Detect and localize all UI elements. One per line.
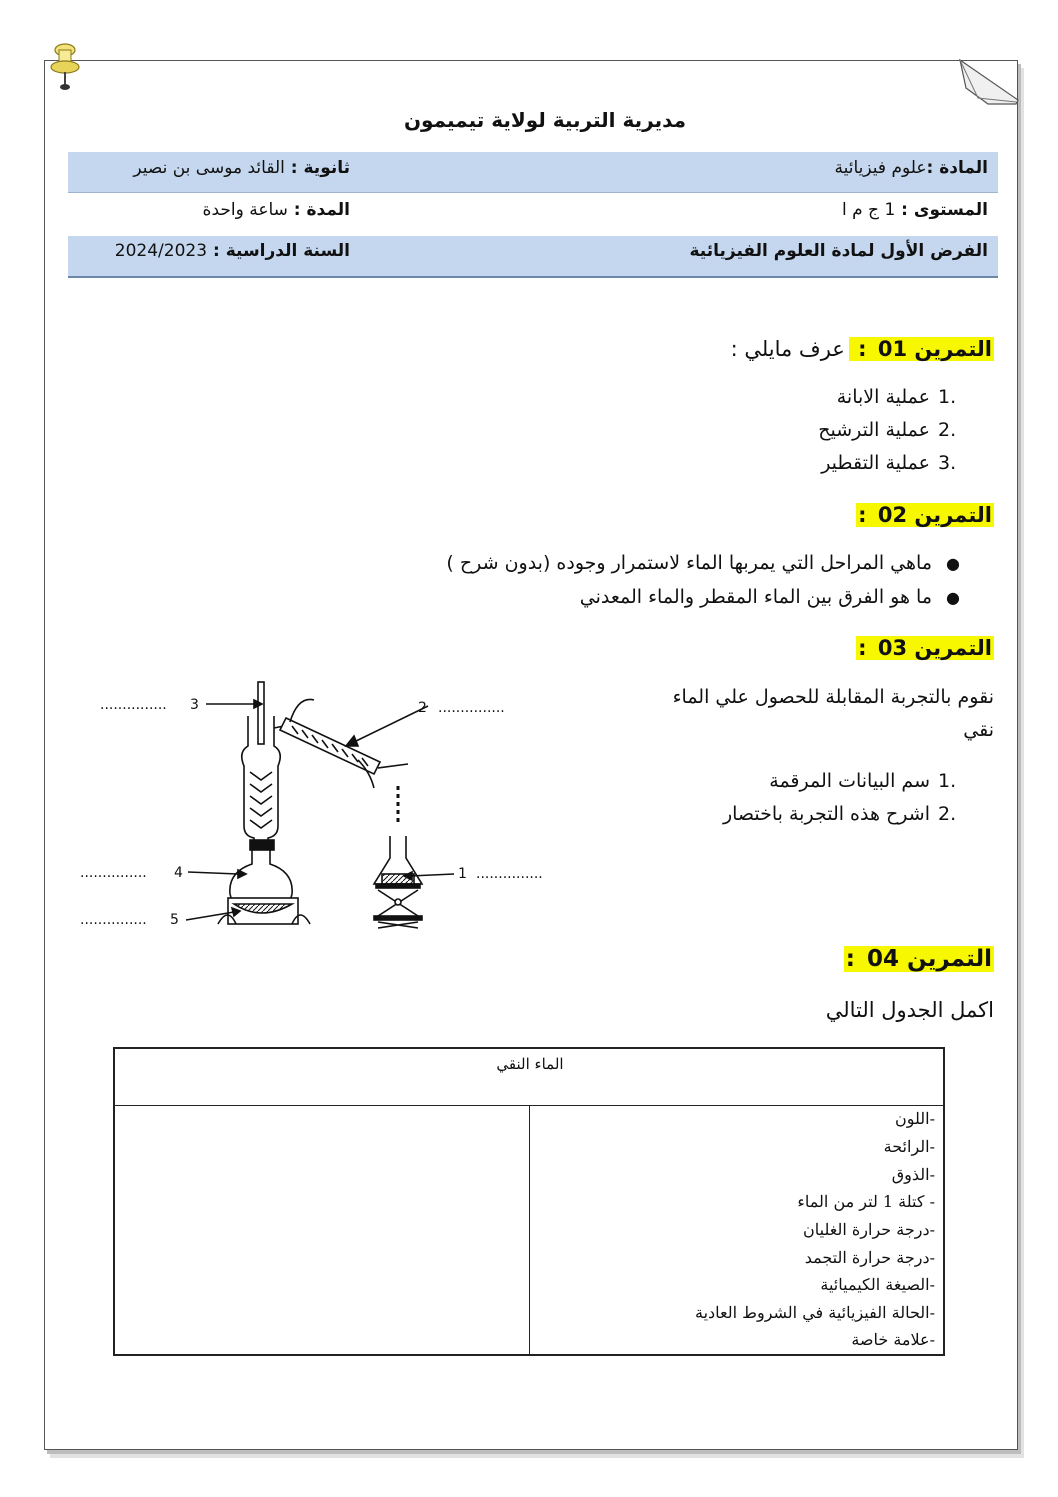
level-field	[842, 200, 988, 220]
table-row: -علامة خاصة	[851, 1330, 935, 1349]
bullet-icon: ●	[946, 554, 960, 573]
exercise-3-label: التمرين 03	[877, 636, 992, 660]
list-item: .3عملية التقطير	[821, 452, 957, 474]
diagram-blank-5: ...............	[80, 912, 147, 928]
year-field	[115, 241, 350, 261]
list-item: ●ماهي المراحل التي يمربها الماء لاستمرار وجوده (بدون شرح )	[446, 552, 964, 574]
diagram-blank-1: ...............	[476, 866, 543, 882]
exam-title: الفرض الأول لمادة العلوم الفيزيائية	[689, 241, 988, 261]
exercise-1-heading: التمرين 01 : عرف مايلي :	[730, 337, 992, 361]
diagram-blank-2: ...............	[438, 700, 505, 716]
table-header-row	[115, 1049, 943, 1106]
exercise-4-label: التمرين 04	[867, 946, 992, 972]
school-value: القائد موسى بن نصير	[133, 158, 285, 178]
table-row: -الحالة الفيزيائية في الشروط العادية	[695, 1303, 935, 1322]
exercise-2-heading: التمرين 02 :	[858, 503, 992, 527]
list-item: .2عملية الترشيح	[818, 419, 957, 441]
table-row: - كتلة 1 لتر من الماء	[797, 1192, 935, 1211]
diagram-blank-4: ...............	[80, 865, 147, 881]
diagram-label-5: 5	[170, 912, 179, 928]
list-item: .1عملية الابانة	[836, 386, 957, 408]
table-row: -الذوق	[891, 1165, 935, 1184]
subject-value: علوم فيزيائية	[834, 158, 927, 178]
table-header: الماء النقي	[496, 1055, 564, 1073]
level-label: المستوى :	[895, 200, 988, 220]
push-pin-icon	[44, 40, 86, 92]
diagram-label-1: 1	[458, 866, 467, 882]
table-column-divider	[529, 1105, 530, 1356]
table-row: -درجة حرارة الغليان	[803, 1220, 935, 1239]
subject-field	[835, 158, 988, 178]
bullet-icon: ●	[946, 588, 960, 607]
exercise-3-text-line-1: نقوم بالتجربة المقابلة للحصول علي الماء	[672, 686, 994, 708]
table-row: -اللون	[894, 1109, 935, 1128]
properties-table	[113, 1047, 945, 1356]
list-item: .2اشرح هذه التجربة باختصار	[722, 803, 957, 825]
distillation-diagram	[78, 676, 568, 936]
exercise-2-label: التمرين 02	[877, 503, 992, 527]
level-value: 1 ج م ا	[842, 200, 896, 220]
year-value: 2024/2023	[114, 241, 208, 261]
school-label: ثانوية :	[284, 158, 350, 178]
table-row: -الرائحة	[883, 1137, 935, 1156]
diagram-label-2: 2	[418, 700, 427, 716]
duration-field	[203, 200, 350, 220]
exercise-3-heading: التمرين 03 :	[858, 636, 992, 660]
duration-value: ساعة واحدة	[202, 200, 288, 220]
year-label: السنة الدراسية :	[207, 241, 350, 261]
list-item: .1سم البيانات المرقمة	[769, 770, 957, 792]
table-row: -الصيغة الكيميائية	[820, 1275, 935, 1294]
diagram-blank-3: ...............	[100, 697, 167, 713]
school-field	[133, 158, 350, 178]
table-row: -درجة حرارة التجمد	[804, 1248, 935, 1267]
page-curl-icon	[958, 58, 1020, 106]
subject-label: المادة :	[926, 158, 988, 178]
list-item: ●ما هو الفرق بين الماء المقطر والماء المعدني	[580, 586, 964, 608]
exercise-4-heading: التمرين 04 :	[845, 946, 992, 972]
exercise-4-prompt: اكمل الجدول التالي	[825, 998, 994, 1022]
exercise-3-text-line-2: نقي	[963, 719, 994, 741]
page-title: مديرية التربية لولاية تيميمون	[403, 108, 687, 132]
exercise-1-label: التمرين 01	[877, 337, 992, 361]
duration-label: المدة :	[287, 200, 350, 220]
exercise-1-prompt: عرف مايلي :	[730, 337, 845, 361]
diagram-label-4: 4	[174, 865, 183, 881]
diagram-label-3: 3	[190, 697, 199, 713]
